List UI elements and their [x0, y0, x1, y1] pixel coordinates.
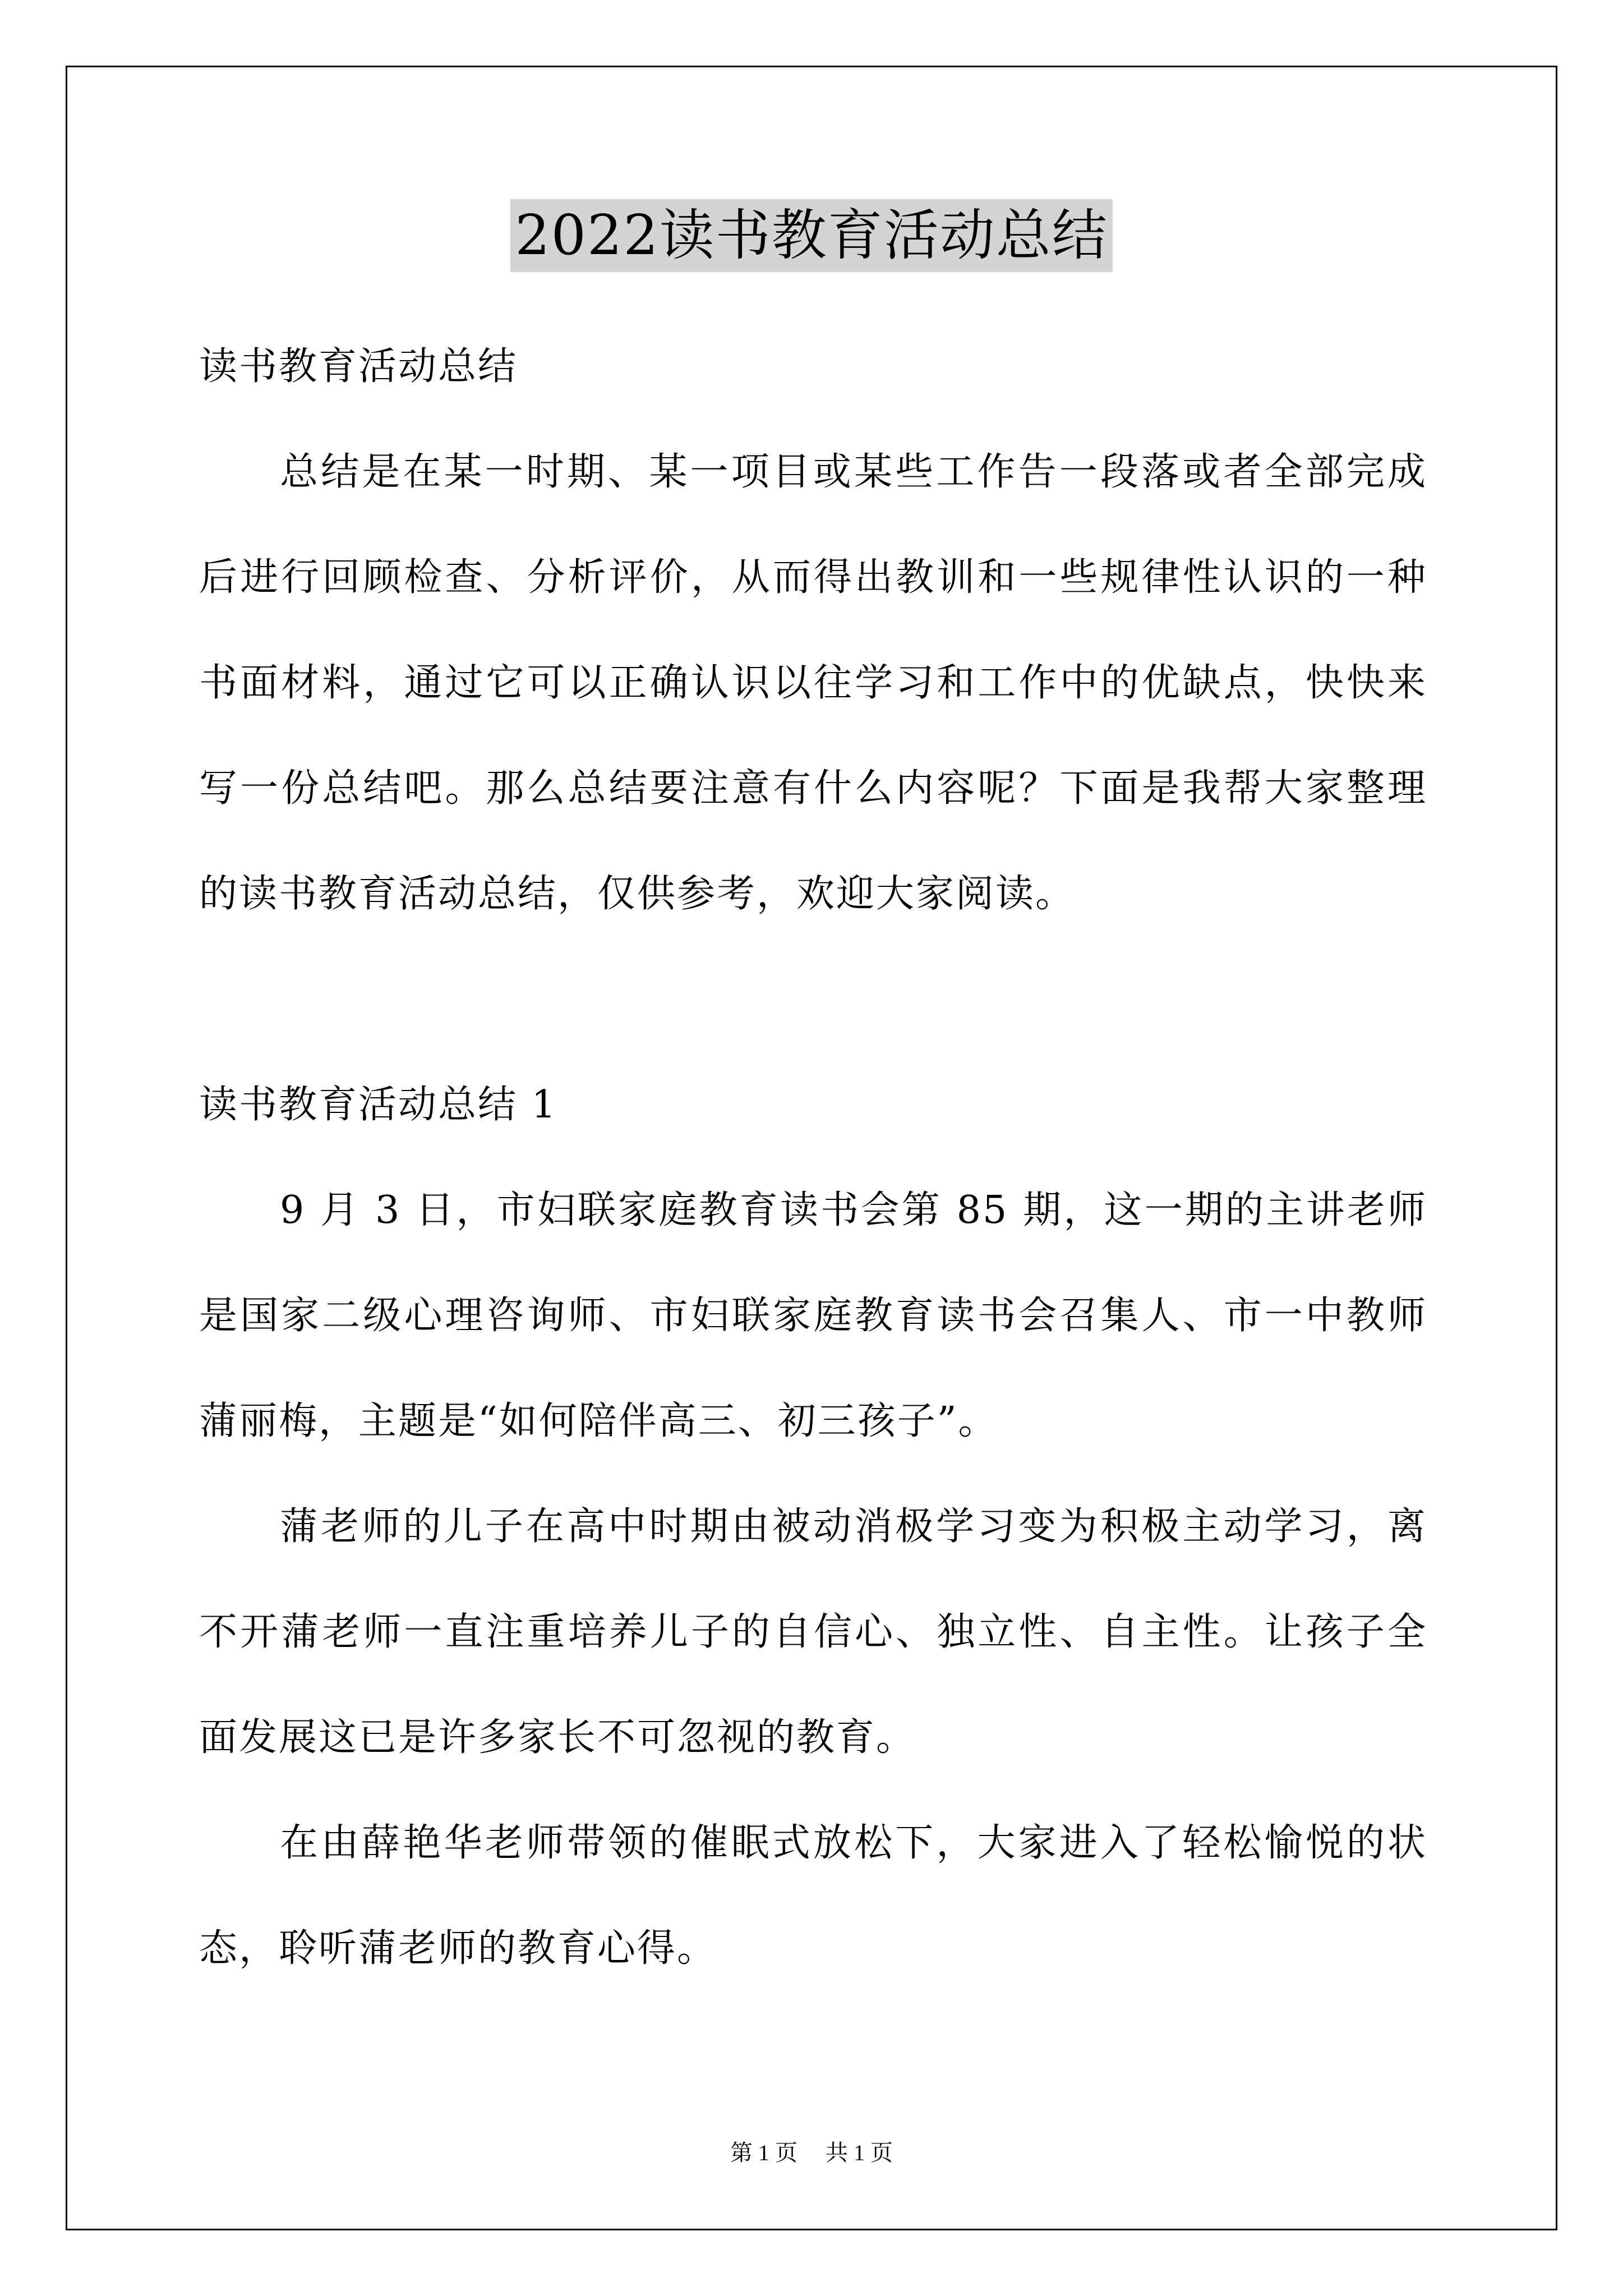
body-paragraph: 9 月 3 日，市妇联家庭教育读书会第 85 期，这一期的主讲老师是国家二级心理咨询师、市妇联家庭教育读书会召集人、市一中教师蒲丽梅，主题是“如何陪伴高三、初三孩子”。	[199, 1188, 1427, 1443]
page-footer	[0, 2136, 1623, 2170]
body-paragraph: 蒲老师的儿子在高中时期由被动消极学习变为积极主动学习，离不开蒲老师一直注重培养儿子的自信心、独立性、自主性。让孩子全面发展这已是许多家长不可忽视的教育。	[199, 1504, 1427, 1760]
page-number-current: 第 1 页	[730, 2140, 797, 2165]
document-title: 2022读书教育活动总结	[510, 199, 1112, 272]
document-body	[199, 314, 1427, 2001]
section-heading: 读书教育活动总结 1	[199, 1083, 557, 1127]
title-container	[0, 199, 1623, 272]
intro-paragraph: 总结是在某一时期、某一项目或某些工作告一段落或者全部完成后进行回顾检查、分析评价，从而得出教训和一些规律性认识的一种书面材料，通过它可以正确认识以往学习和工作中的优缺点，快快来写一份总结吧。那么总结要注意有什么内容呢？下面是我帮大家整理的读书教育活动总结，仅供参考，欢迎大家阅读。	[199, 450, 1427, 916]
body-paragraph: 在由薛艳华老师带领的催眠式放松下，大家进入了轻松愉悦的状态，聆听蒲老师的教育心得。	[199, 1821, 1427, 1971]
page-number-total: 共 1 页	[826, 2140, 893, 2165]
section-spacer	[199, 947, 1427, 1052]
document-subtitle: 读书教育活动总结	[199, 344, 518, 389]
